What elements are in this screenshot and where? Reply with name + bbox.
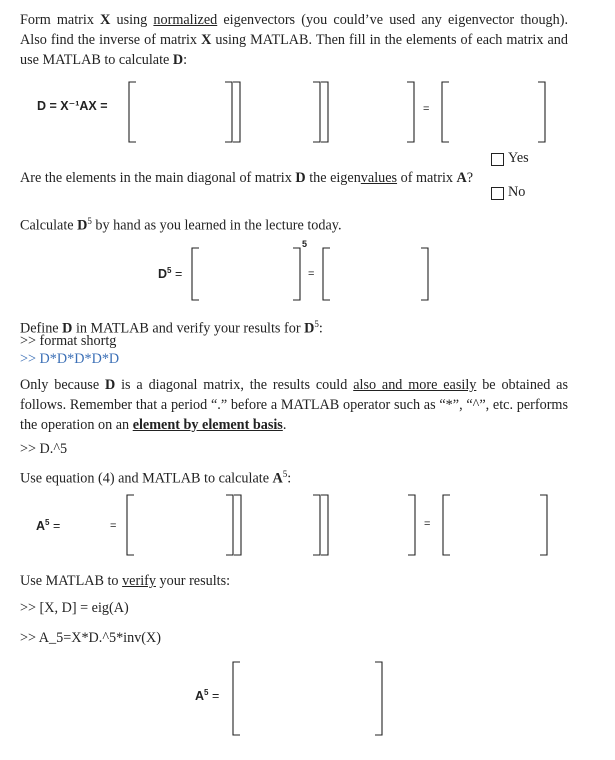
bracket <box>233 662 240 735</box>
yes-label: Yes <box>508 150 529 166</box>
a5-verify-label: $A^5$ = <box>195 688 220 704</box>
d5-label: $D^5$ = <box>158 266 183 282</box>
bracket <box>313 495 320 555</box>
equation-d-label: D = X⁻¹AX = <box>37 99 108 113</box>
bracket <box>313 82 320 142</box>
bracket <box>293 248 300 300</box>
bracket <box>129 82 136 142</box>
bracket <box>225 82 232 142</box>
equals-sign: = <box>424 518 431 530</box>
bracket <box>421 248 428 300</box>
bracket <box>323 248 330 300</box>
bracket <box>538 82 545 142</box>
cmd-eig: >> [X, D] = eig(A) <box>20 600 129 616</box>
cmd-format-shortg: >> format shortg <box>20 333 117 349</box>
calculate-d5-text: Calculate $D^5$ by hand as you learned in the lecture today. <box>20 216 342 234</box>
bracket <box>443 495 450 555</box>
verify-text: Use MATLAB to verify your results: <box>20 573 231 589</box>
bracket <box>442 82 449 142</box>
bracket <box>127 495 134 555</box>
equals-sign: = <box>423 103 430 115</box>
equals-sign: = <box>308 268 315 280</box>
cmd-element-power: >> D.^5 <box>20 441 68 457</box>
diagonal-explanation: Only because D is a diagonal matrix, the results could also and more easily be obtained as follows. Remember that a period “.” before a MATLAB operator such as “*”, “^”, etc. performs the operation on an element by element basis. <box>20 377 568 433</box>
cmd-d-power: >> D*D*D*D*D <box>20 351 120 367</box>
bracket <box>408 495 415 555</box>
use-equation-text: Use equation (4) and MATLAB to calculate $A^5$: <box>20 469 292 487</box>
yes-checkbox[interactable] <box>491 153 504 166</box>
bracket <box>234 495 241 555</box>
bracket <box>233 82 240 142</box>
bracket <box>540 495 547 555</box>
bracket <box>321 495 328 555</box>
eigenvalue-question: Are the elements in the main diagonal of matrix D the eigenvalues of matrix A? <box>20 170 474 186</box>
no-label: No <box>508 184 526 200</box>
define-d-text: Define D in MATLAB and verify your results for $D^5$: <box>20 319 323 337</box>
no-checkbox[interactable] <box>491 187 504 200</box>
bracket <box>192 248 199 300</box>
intro-paragraph: Form matrix X using normalized eigenvectors (you could’ve used any eigenvector though). Also find the inverse of matrix X using MATLAB. Then fill in the elements of each matrix and use MATLAB to calculate D: <box>20 12 568 68</box>
bracket <box>321 82 328 142</box>
bracket <box>375 662 382 735</box>
power-five-label: 5 <box>302 239 308 249</box>
a5-label: $A^5$ = <box>36 518 61 534</box>
bracket <box>226 495 233 555</box>
equals-sign: = <box>110 520 117 532</box>
bracket <box>407 82 414 142</box>
cmd-a5: >> A_5=X*D.^5*inv(X) <box>20 630 162 646</box>
